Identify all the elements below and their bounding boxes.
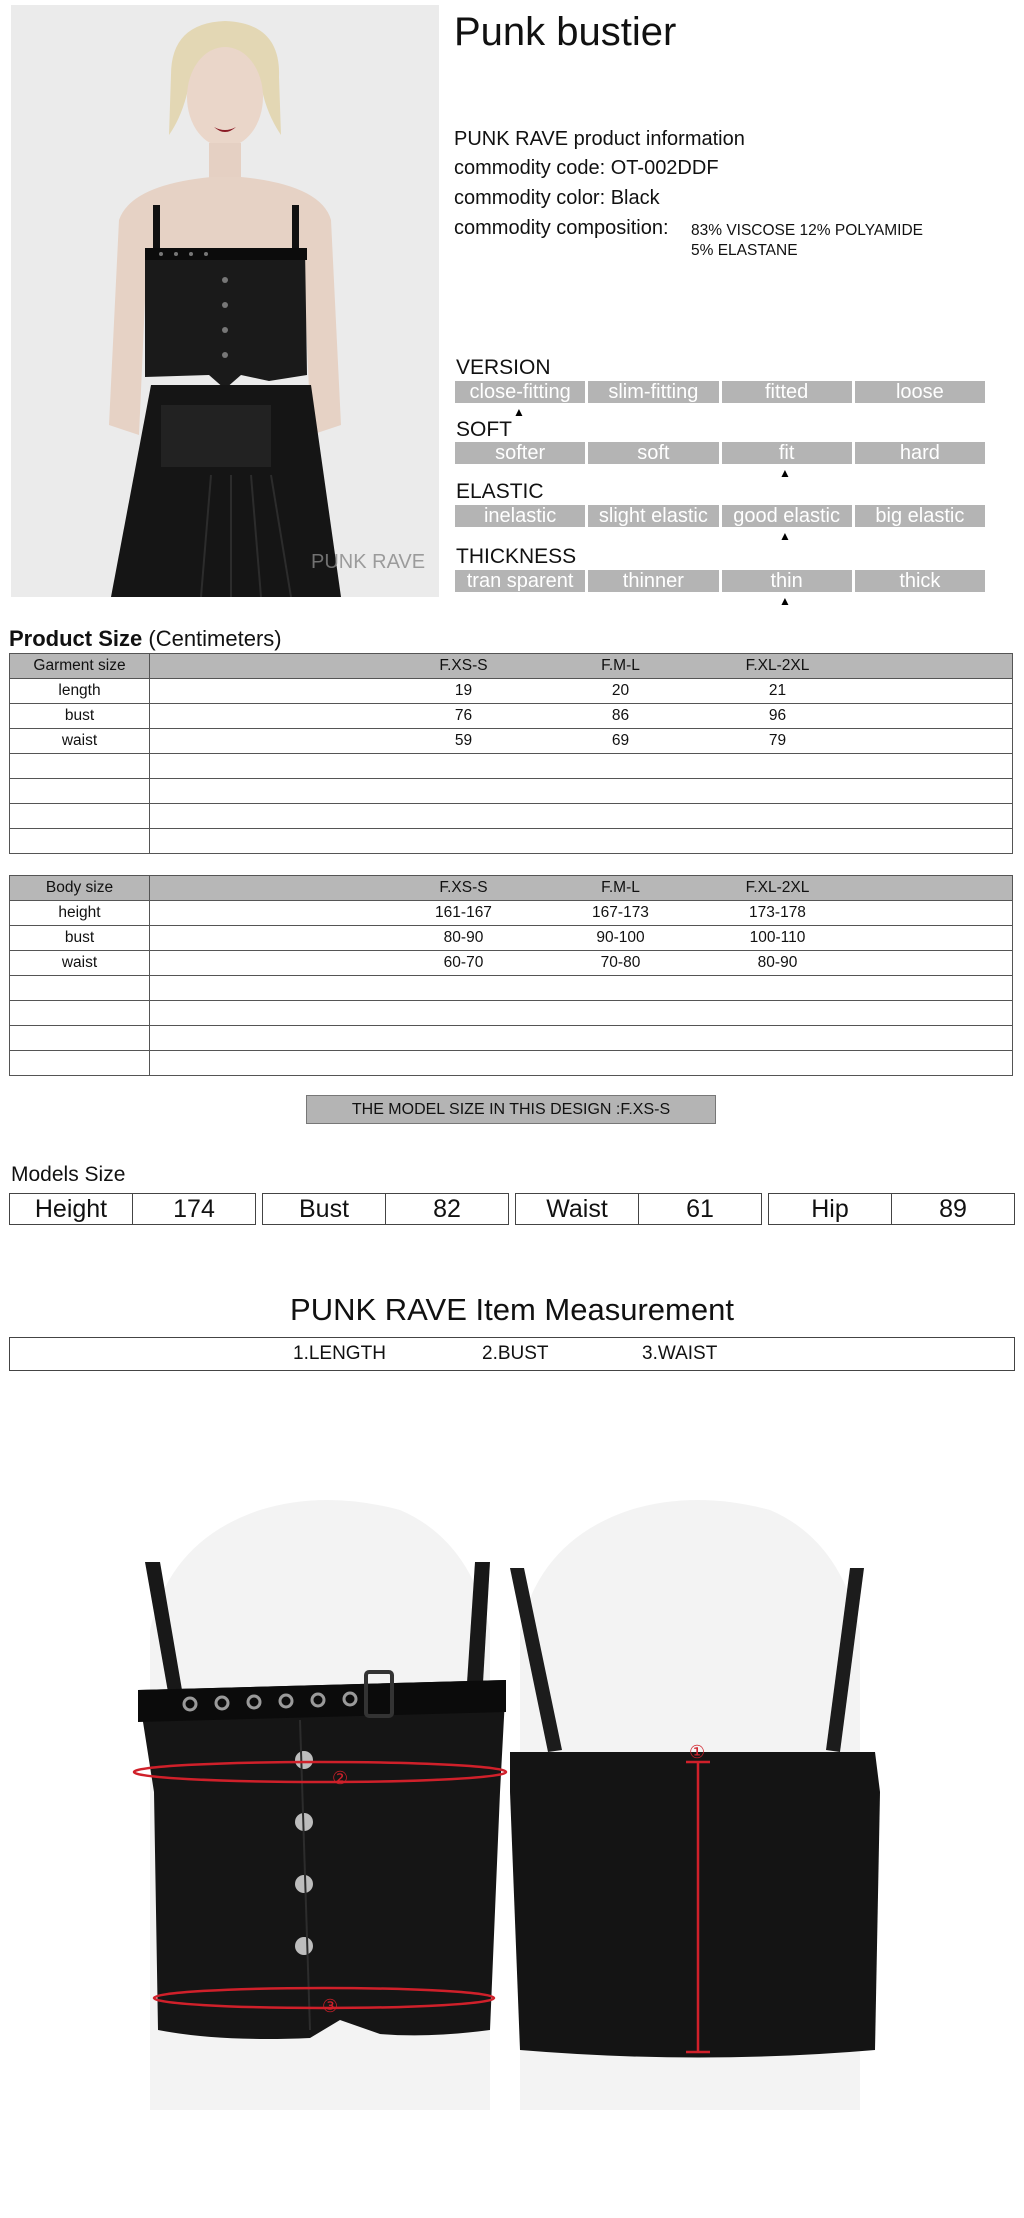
size-heading-title: Product Size — [9, 626, 143, 651]
commodity-color-value: Black — [610, 187, 660, 209]
attr-row-thickness — [455, 570, 985, 592]
composition-line-2: 5% ELASTANE — [691, 242, 798, 259]
garment-size-table — [9, 653, 1013, 854]
table-cell: 60-70 — [443, 954, 484, 971]
size-col-header: F.M-L — [601, 657, 640, 674]
table-cell: 80-90 — [757, 954, 798, 971]
body-size-table — [9, 875, 1013, 1076]
attr-label-soft: SOFT — [456, 418, 512, 441]
attr-option: hard — [855, 442, 985, 464]
table-cell: 96 — [768, 707, 787, 724]
selected-marker-icon: ▲ — [779, 594, 791, 608]
size-col-header: F.XL-2XL — [745, 657, 810, 674]
attr-option: loose — [855, 381, 985, 403]
model-measure-label: Height — [10, 1194, 133, 1224]
model-measure-value: 61 — [686, 1195, 714, 1223]
commodity-color — [454, 187, 660, 210]
attr-option: soft — [588, 442, 718, 464]
table-cell: 100-110 — [749, 929, 806, 946]
attr-label-elastic: ELASTIC — [456, 480, 544, 503]
waist-marker: ③ — [322, 1996, 339, 2016]
table-cell: 79 — [768, 732, 787, 749]
size-col-header: F.M-L — [601, 879, 640, 896]
size-col-header: F.XS-S — [439, 657, 488, 674]
empty-row — [10, 754, 1013, 779]
selected-marker-icon: ▲ — [513, 405, 525, 419]
model-measure-hip — [768, 1193, 1015, 1225]
selected-marker-icon: ▲ — [779, 529, 791, 543]
length-marker: ① — [689, 1742, 706, 1763]
attr-option: inelastic — [455, 505, 585, 527]
table-cell: 70-80 — [600, 954, 641, 971]
row-label: waist — [10, 729, 150, 754]
model-measure-value: 174 — [173, 1195, 215, 1223]
size-heading — [9, 626, 282, 652]
attr-option: tran sparent — [455, 570, 585, 592]
table-row — [10, 951, 1013, 976]
attr-option: thin — [722, 570, 852, 592]
table-row — [10, 926, 1013, 951]
table-cell: 161-167 — [435, 904, 492, 921]
table-row — [10, 729, 1013, 754]
table-cell: 59 — [454, 732, 473, 749]
table-cell: 86 — [611, 707, 630, 724]
table-row — [10, 901, 1013, 926]
attr-option: thick — [855, 570, 985, 592]
attr-row-soft — [455, 442, 985, 464]
info-header: PUNK RAVE product information — [454, 128, 745, 150]
table-row — [10, 679, 1013, 704]
model-measure-label: Hip — [769, 1194, 892, 1224]
composition-line-1: 83% VISCOSE 12% POLYAMIDE — [691, 222, 924, 239]
commodity-composition-label: commodity composition: — [454, 217, 669, 239]
model-measure-label: Bust — [263, 1194, 386, 1224]
attr-row-version — [455, 381, 985, 403]
commodity-color-label: commodity color: — [454, 187, 611, 209]
product-title: Punk bustier — [454, 10, 677, 54]
photo-watermark: PUNK RAVE — [311, 551, 426, 573]
row-label: waist — [10, 951, 150, 976]
attr-label-version: VERSION — [456, 356, 551, 379]
empty-row — [10, 1026, 1013, 1051]
attr-option: fitted — [722, 381, 852, 403]
empty-row — [10, 779, 1013, 804]
commodity-code — [454, 157, 719, 180]
table-cell: 19 — [454, 682, 473, 699]
row-label: length — [10, 679, 150, 704]
table-cell: 173-178 — [749, 904, 806, 921]
attr-option: fit — [722, 442, 852, 464]
model-measure-label: Waist — [516, 1194, 639, 1224]
table-cell: 20 — [611, 682, 630, 699]
model-measure-waist — [515, 1193, 762, 1225]
attr-option: close-fitting — [455, 381, 585, 403]
size-col-header: F.XS-S — [439, 879, 488, 896]
model-size-banner: THE MODEL SIZE IN THIS DESIGN :F.XS-S — [306, 1095, 716, 1124]
garment-size-header: Garment size — [10, 654, 150, 679]
body-size-header: Body size — [10, 876, 150, 901]
measurement-legend — [9, 1337, 1015, 1371]
empty-row — [10, 1051, 1013, 1076]
table-cell: 21 — [768, 682, 787, 699]
measurement-title: PUNK RAVE Item Measurement — [290, 1292, 734, 1327]
row-label: bust — [10, 926, 150, 951]
table-cell: 90-100 — [596, 929, 645, 946]
model-measure-value: 82 — [433, 1195, 461, 1223]
attr-option: big elastic — [855, 505, 985, 527]
table-cell: 167-173 — [592, 904, 649, 921]
table-cell: 80-90 — [443, 929, 484, 946]
row-label: bust — [10, 704, 150, 729]
commodity-code-label: commodity code: — [454, 157, 611, 179]
models-size-title: Models Size — [11, 1163, 126, 1186]
garment-measurement-illustration — [110, 1490, 910, 2130]
table-cell: 76 — [454, 707, 473, 724]
model-photo — [11, 5, 439, 597]
attr-option: good elastic — [722, 505, 852, 527]
empty-row — [10, 804, 1013, 829]
model-measure-height — [9, 1193, 256, 1225]
row-label: height — [10, 901, 150, 926]
measurement-item-length: 1.LENGTH — [293, 1343, 386, 1364]
model-measure-value: 89 — [939, 1195, 967, 1223]
size-heading-unit: (Centimeters) — [148, 626, 282, 651]
attr-option: thinner — [588, 570, 718, 592]
measurement-item-waist: 3.WAIST — [642, 1343, 718, 1364]
attr-row-elastic — [455, 505, 985, 527]
attr-option: slight elastic — [588, 505, 718, 527]
attr-label-thickness: THICKNESS — [456, 545, 577, 568]
table-cell: 69 — [611, 732, 630, 749]
empty-row — [10, 1001, 1013, 1026]
attr-option: slim-fitting — [588, 381, 718, 403]
models-size-row — [9, 1193, 1015, 1225]
measurement-item-bust: 2.BUST — [482, 1343, 549, 1364]
empty-row — [10, 976, 1013, 1001]
size-col-header: F.XL-2XL — [745, 879, 810, 896]
table-header-row — [10, 654, 1013, 679]
attr-option: softer — [455, 442, 585, 464]
table-row — [10, 704, 1013, 729]
selected-marker-icon: ▲ — [779, 466, 791, 480]
commodity-code-value: OT-002DDF — [610, 157, 719, 179]
bust-marker: ② — [332, 1768, 349, 1788]
table-header-row — [10, 876, 1013, 901]
empty-row — [10, 829, 1013, 854]
model-measure-bust — [262, 1193, 509, 1225]
